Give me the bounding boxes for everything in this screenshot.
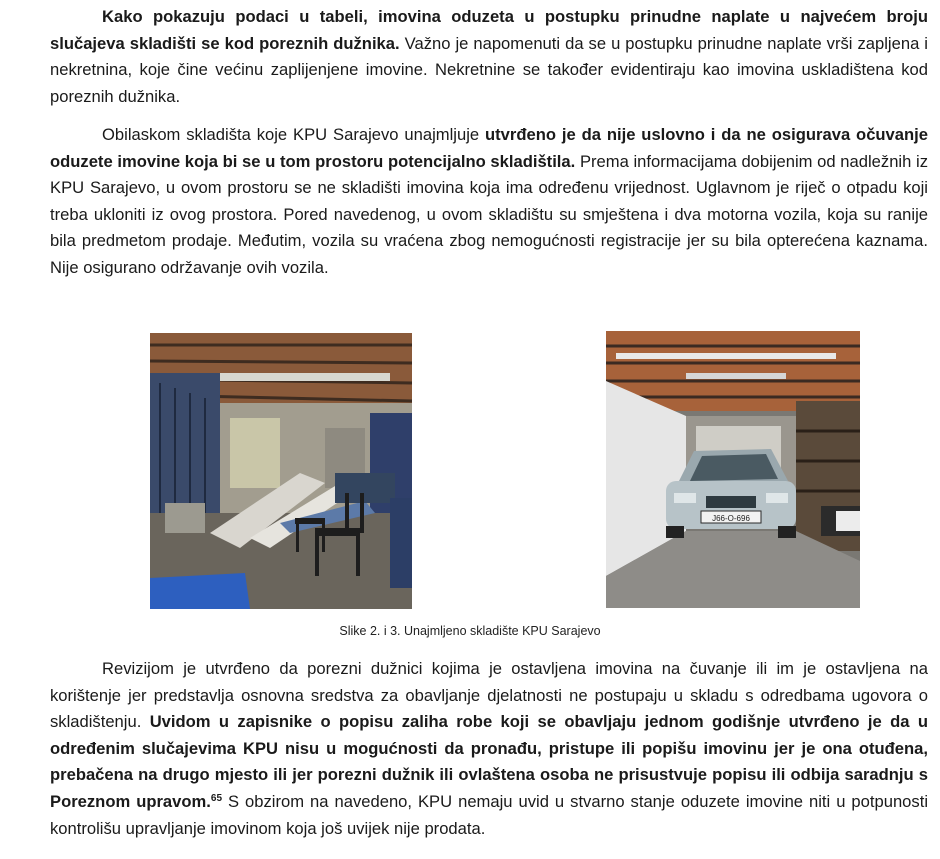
paragraph-2	[50, 122, 928, 282]
paragraph-1	[50, 4, 928, 110]
paragraph-1-bold: Kako pokazuju podaci u tabeli, imovina oduzeta u postupku prinudne naplate u najvećem broju slučajeva skladišti se kod poreznih dužnika.	[50, 7, 928, 53]
paragraph-3-start: Revizijom je utvrđeno da porezni dužnici kojima je ostavljena imovina na čuvanje ili im je ostavljena na korištenje jer predstavlja osnovna sredstva za obavljanje djelatnosti ne postupaju u skladu s odredbama ugovora o skladištenju.	[50, 659, 928, 732]
figure-caption: Slike 2. i 3. Unajmljeno skladište KPU Sarajevo	[339, 624, 601, 638]
garage-car-photo	[606, 331, 860, 608]
footnote-marker[interactable]: 65	[210, 792, 223, 804]
paragraph-3-rest: S obzirom na navedeno, KPU nemaju uvid u stvarno stanje oduzete imovine niti u potpunosti kontrolišu upravljanje imovinom koja još uvijek nije prodata.	[50, 791, 928, 838]
paragraph-2-start: Obilaskom skladišta koje KPU Sarajevo unajmljuje	[102, 125, 485, 144]
paragraph-2-bold: utvrđeno je da nije uslovno i da ne osigurava očuvanje oduzete imovine koja bi se u tom prostoru potencijalno skladištila.	[50, 125, 928, 171]
paragraph-3	[50, 656, 928, 842]
warehouse-clutter-photo	[150, 333, 412, 609]
paragraph-2-rest: Prema informacijama dobijenim od nadležnih iz KPU Sarajevo, u ovom prostoru se ne skladišti imovina koja ima određenu vrijednost. Uglavnom je riječ o otpadu koji treba ukloniti iz ovog prostora. Pored navedenog, u ovom skladištu su smještena i dva motorna vozila, koja su ranije bila predmetom prodaje. Međutim, vozila su vraćena zbog nemogućnosti registracije jer su bila opterećena kaznama. Nije osigurano održavanje ovih vozila.	[50, 151, 929, 277]
paragraph-1-rest: Važno je napomenuti da se u postupku prinudne naplate vrši zapljena i nekretnina, koje čine većinu zaplijenjene imovine. Nekretnine se također evidentiraju kao imovina uskladištena kod poreznih dužnika.	[50, 33, 928, 106]
paragraph-3-bold: Uvidom u zapisnike o popisu zaliha robe koji se obavljaju jednom godišnje utvrđeno je da u određenim slučajevima KPU nisu u mogućnosti da pronađu, pristupe ili popišu imovinu jer je ona otuđena, prebačena na drugo mjesto ili jer porezni dužnik ili ovlaštena osoba ne prisustvuje popisu ili odbija saradnju s Poreznom upravom.	[50, 712, 928, 811]
car-plate-text: J66-O-696	[712, 514, 750, 523]
